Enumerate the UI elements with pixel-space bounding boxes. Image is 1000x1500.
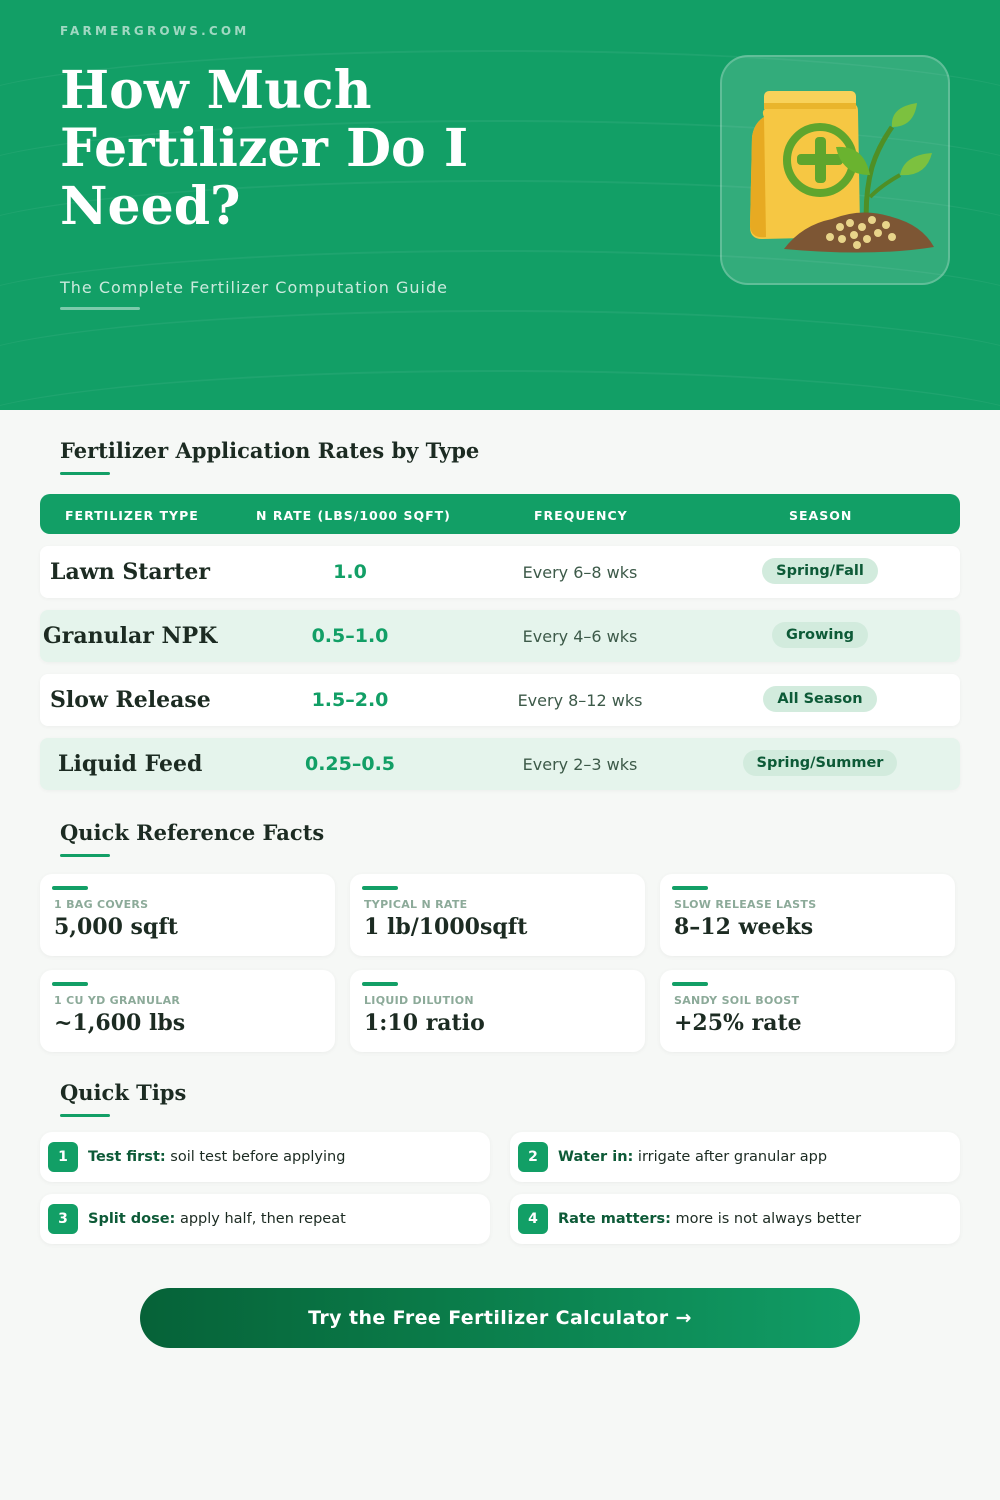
frequency: Every 6–8 wks	[522, 563, 638, 582]
fact-card	[350, 970, 645, 1052]
n-rate: 0.25–0.5	[304, 753, 396, 775]
fact-accent-bar	[52, 982, 88, 986]
fact-value: ~1,600 lbs	[54, 1010, 186, 1036]
facts-section-title: Quick Reference Facts	[60, 820, 324, 845]
table-row	[40, 610, 960, 662]
season-badge: Spring/Summer	[743, 750, 898, 776]
site-brand: FARMERGROWS.COM	[60, 24, 250, 38]
tip-card	[510, 1132, 960, 1182]
n-rate: 0.5–1.0	[311, 625, 389, 647]
fact-label: LIQUID DILUTION	[364, 994, 474, 1007]
tip-text: Split dose: apply half, then repeat	[88, 1211, 346, 1227]
fact-label: 1 BAG COVERS	[54, 898, 149, 911]
fact-card	[40, 970, 335, 1052]
fertilizer-type: Slow Release	[50, 687, 211, 713]
subtitle-underline	[60, 307, 140, 310]
fact-label: 1 CU YD GRANULAR	[54, 994, 181, 1007]
season-badge: Growing	[772, 622, 868, 648]
tip-number-badge: 4	[518, 1204, 548, 1234]
fact-value: 8–12 weeks	[674, 914, 814, 940]
fact-card	[660, 970, 955, 1052]
n-rate: 1.5–2.0	[311, 689, 389, 711]
header-fertilizer-type: FERTILIZER TYPE	[65, 508, 199, 523]
table-row	[40, 674, 960, 726]
fertilizer-type: Liquid Feed	[58, 751, 203, 777]
tip-card	[510, 1194, 960, 1244]
title-underline	[60, 472, 110, 475]
fact-accent-bar	[672, 982, 708, 986]
title-underline	[60, 854, 110, 857]
frequency: Every 4–6 wks	[522, 627, 638, 646]
fact-value: 1 lb/1000sqft	[364, 914, 528, 940]
tip-number-badge: 2	[518, 1142, 548, 1172]
frequency: Every 2–3 wks	[522, 755, 638, 774]
n-rate: 1.0	[333, 561, 367, 583]
fact-card	[660, 874, 955, 956]
season-badge: All Season	[763, 686, 876, 712]
hero-banner	[0, 0, 1000, 410]
tip-card	[40, 1194, 490, 1244]
tip-card	[40, 1132, 490, 1182]
fact-accent-bar	[362, 982, 398, 986]
table-row	[40, 546, 960, 598]
calculator-cta-button[interactable]: Try the Free Fertilizer Calculator →	[140, 1288, 860, 1348]
fact-value: 1:10 ratio	[364, 1010, 485, 1036]
fact-value: +25% rate	[674, 1010, 802, 1036]
rates-section-title: Fertilizer Application Rates by Type	[60, 438, 479, 463]
page-subtitle: The Complete Fertilizer Computation Guide	[60, 278, 448, 297]
rates-table-header	[40, 494, 960, 534]
page-title: How Much Fertilizer Do I Need?	[60, 60, 469, 237]
fact-card	[40, 874, 335, 956]
tip-text: Rate matters: more is not always better	[558, 1211, 862, 1227]
hero-illustration-card	[720, 55, 950, 285]
fact-accent-bar	[362, 886, 398, 890]
tip-number-badge: 1	[48, 1142, 78, 1172]
fact-accent-bar	[52, 886, 88, 890]
fact-card	[350, 874, 645, 956]
tip-number-badge: 3	[48, 1204, 78, 1234]
fact-label: TYPICAL N RATE	[364, 898, 468, 911]
frequency: Every 8–12 wks	[517, 691, 643, 710]
fertilizer-type: Lawn Starter	[50, 559, 210, 585]
header-frequency: FREQUENCY	[534, 508, 628, 523]
header-season: SEASON	[789, 508, 853, 523]
fertilizer-type: Granular NPK	[43, 623, 218, 649]
tips-section-title: Quick Tips	[60, 1080, 186, 1105]
title-underline	[60, 1114, 110, 1117]
fact-value: 5,000 sqft	[54, 914, 178, 940]
fact-label: SANDY SOIL BOOST	[674, 994, 800, 1007]
header-n-rate: N RATE (LBS/1000 SQFT)	[256, 508, 451, 523]
table-row	[40, 738, 960, 790]
tip-text: Water in: irrigate after granular app	[558, 1149, 828, 1165]
fact-label: SLOW RELEASE LASTS	[674, 898, 817, 911]
season-badge: Spring/Fall	[762, 558, 878, 584]
tip-text: Test first: soil test before applying	[88, 1149, 346, 1165]
fact-accent-bar	[672, 886, 708, 890]
fertilizer-bag-with-seedling-icon	[722, 57, 952, 287]
